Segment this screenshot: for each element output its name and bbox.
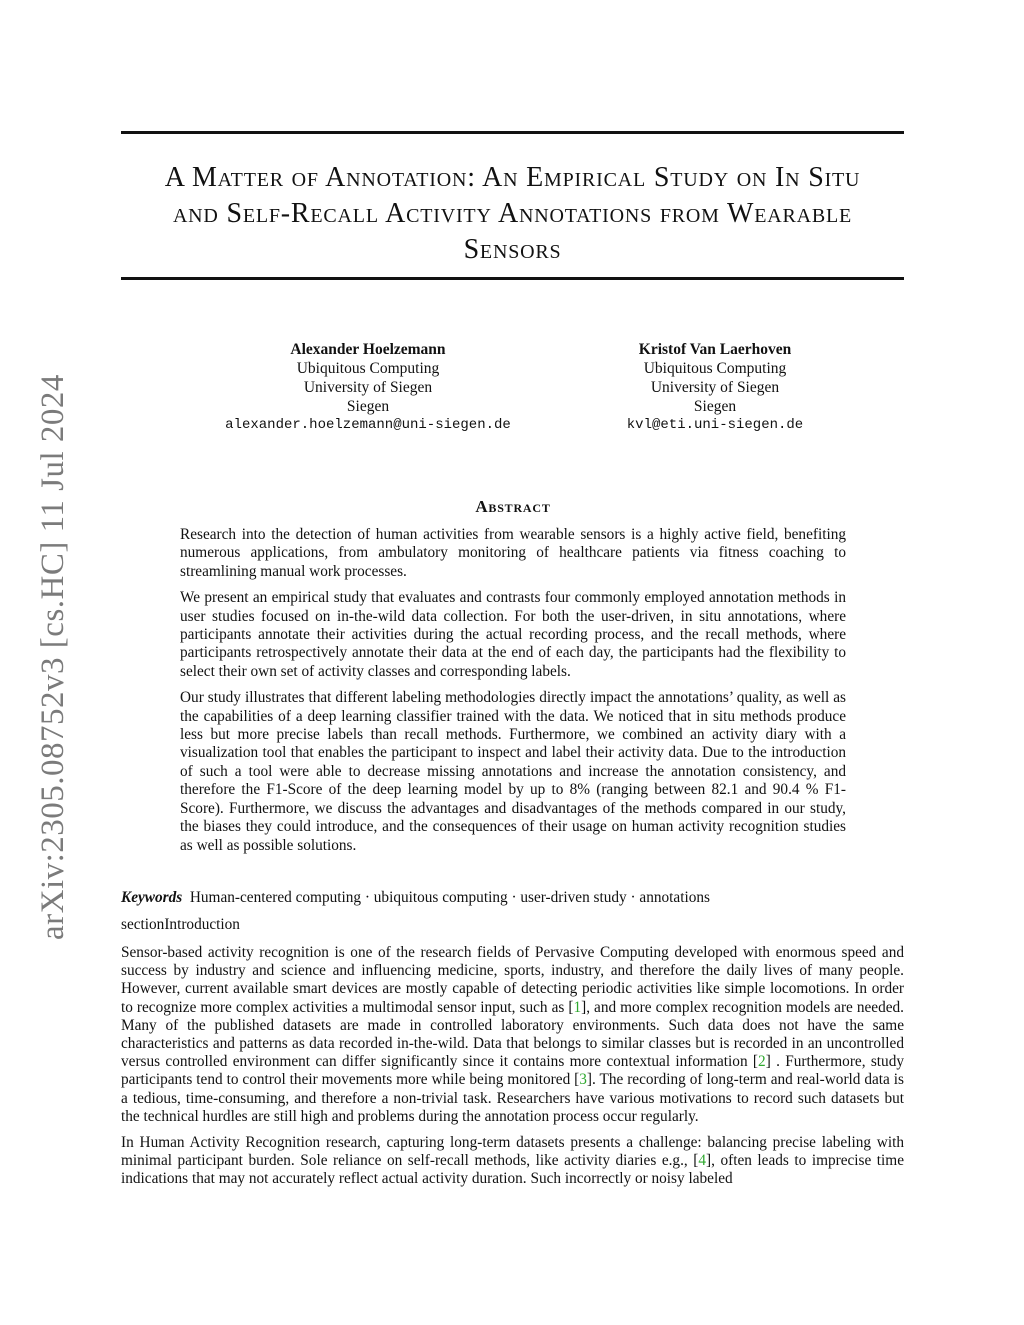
author-city: Siegen xyxy=(346,398,390,415)
abstract-heading: Abstract xyxy=(475,497,551,516)
title-rule-bottom xyxy=(121,277,904,280)
text-run: Sensor-based activity recognition is one of the research fields of Pervasive Computing developed with enormous speed and success by industry and science and influencing medicine, sports, industry, and therefore the daily lives of many people. However, current available smart devices are mostly capable of detecting periodic activities like simple locomotions. In order to recognize more complex activities a multimodal sensor input, such as [ xyxy=(121,944,904,1016)
author-block-1 xyxy=(168,340,568,435)
author-department: Ubiquitous Computing xyxy=(296,360,440,377)
title-line-2: and Self-Recall Activity Annotations from Wearable xyxy=(172,198,853,229)
text-run: ]. The recording of long-term and real-world data is a tedious, time-consuming, and therefore a non-trivial task. Researchers have various motivations to record such datasets but the technical hurdles are still high and problems during the annotation process occur regularly. xyxy=(121,1071,904,1125)
title-line-1: A Matter of Annotation: An Empirical Study on In Situ xyxy=(164,162,861,193)
text-run: In Human Activity Recognition research, capturing long-term datasets presents a challenge: balancing precise labeling with minimal participant burden. Sole reliance on self-recall methods, like activity diaries e.g., [ xyxy=(121,1134,904,1170)
text-run: ] . Furthermore, study participants tend to control their movements more while being monitored [ xyxy=(121,1053,905,1089)
title-line-3: Sensors xyxy=(463,234,562,265)
author-university: University of Siegen xyxy=(650,379,780,396)
text-run: ], often leads to imprecise time indications that may not accurately reflect actual activity duration. Such incorrectly or noisy labeled xyxy=(121,1152,904,1188)
body-paragraph-2 xyxy=(121,1134,904,1189)
keywords-label: Keywords xyxy=(121,889,183,906)
author-email: alexander.hoelzemann@uni-siegen.de xyxy=(225,417,511,433)
author-email: kvl@eti.uni-siegen.de xyxy=(626,417,804,433)
citation-link[interactable]: 3 xyxy=(579,1071,587,1089)
abstract-paragraph: Our study illustrates that different labeling methodologies directly impact the annotations’ quality, as well as the capabilities of a deep learning classifier trained with the data. We noticed that in situ methods produce less but more precise labels than recall methods. Furthermore, we combined an activity diary with a visualization tool that enables the participant to inspect and label their activity data. Due to the introduction of such a tool were able to decrease missing annotations and increase the annotation consistency, and therefore the F1-Score of the deep learning model by up to 8% (ranging between 82.1 and 90.4 % F1-Score). Furthermore, we discuss the advantages and disadvantages of the methods compared in our study, the biases they could introduce, and the consequences of their usage on human activity recognition studies as well as possible solutions. xyxy=(180,689,846,854)
author-name: Kristof Van Laerhoven xyxy=(638,341,792,358)
abstract-paragraph: Research into the detection of human activities from wearable sensors is a highly active field, benefiting numerous applications, from ambulatory monitoring of healthcare patients via fitness coaching to streamlining manual work processes. xyxy=(180,526,846,580)
author-university: University of Siegen xyxy=(303,379,433,396)
title-rule-top xyxy=(121,131,904,134)
keywords-text: Human-centered computing · ubiquitous computing · user-driven study · annotations xyxy=(189,889,710,906)
citation-link[interactable]: 1 xyxy=(573,998,582,1016)
abstract xyxy=(180,526,846,863)
section-heading: sectionIntroduction xyxy=(121,916,240,933)
keywords xyxy=(121,889,904,907)
citation-link[interactable]: 2 xyxy=(758,1053,766,1071)
citation-link[interactable]: 4 xyxy=(698,1152,707,1170)
body-paragraph-1 xyxy=(121,944,904,1126)
author-block-2 xyxy=(570,340,860,435)
author-city: Siegen xyxy=(693,398,737,415)
arxiv-identifier: arXiv:2305.08752v3 [cs.HC] 11 Jul 2024 xyxy=(35,374,71,940)
text-run: ], and more complex recognition models are needed. Many of the published datasets are made in controlled laboratory environments. Such data does not have the same characteristics and patterns as data recorded in-the-wild. Data that belongs to similar classes but is recorded in an uncontrolled versus controlled environment can differ significantly since it contains more contextual information [ xyxy=(121,998,904,1071)
paper-title xyxy=(121,160,904,268)
abstract-paragraph: We present an empirical study that evaluates and contrasts four commonly employed annotation methods in user studies focused on in-the-wild data collection. For both the user-driven, in situ annotations, where participants annotate their activities during the actual recording process, and the recall methods, where participants retrospectively annotate their data at the end of each day, the participants had the flexibility to select their own set of activity classes and corresponding labels. xyxy=(180,589,846,680)
author-department: Ubiquitous Computing xyxy=(643,360,787,377)
body-text xyxy=(121,944,904,1197)
author-name: Alexander Hoelzemann xyxy=(290,341,446,358)
